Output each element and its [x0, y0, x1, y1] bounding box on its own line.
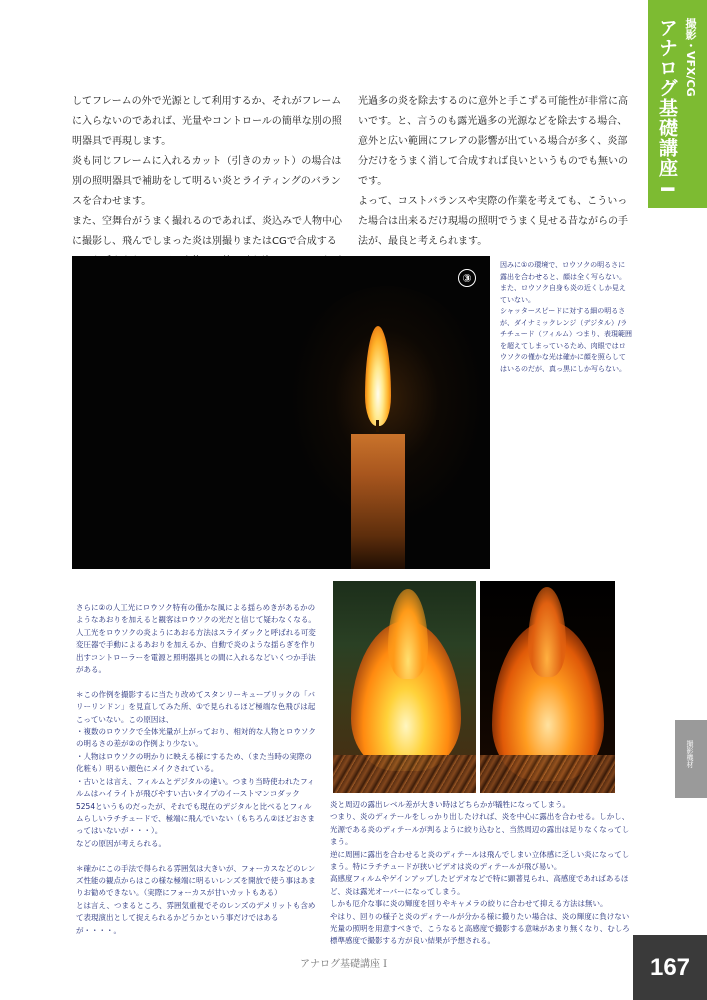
note-paragraph: 逆に周囲に露出を合わせると炎のディテールは飛んでしまい立体感に乏しい炎になってしまう。特にラチチュードが狭いビデオは炎のディテールが飛び易い。 — [330, 849, 630, 872]
note-paragraph: 高感度フィルムやゲインアップしたビデオなどで特に顕著見られ、高感度であればあるほど、炎は露光オーバーになってしまう。 — [330, 874, 629, 896]
note-paragraph: さらに②の人工光にロウソク特有の僅かな風による揺らめきがあるかのようなあおりを加えると観客はロウソクの光だと信じて疑わなくなる。人工光をロウソクの炎ようにあおる方法はスライダックと呼ばれる可変変圧器で手動によるあおりを加えるか、自動で炎のような揺らぎを作り出すコントローラーを電源と照明器具との間に入れるなどいくつか手法がある。 — [76, 603, 316, 675]
fire-logs — [480, 755, 615, 793]
note-paragraph: とは言え、つまるところ、雰囲気重視でそのレンズのデメリットも含めて表現演出として捉えられるかどうかという事だけではあるが・・・・。 — [76, 900, 316, 935]
photo-caption — [500, 260, 632, 375]
series-subtitle: 撮影・VFX/CG — [684, 18, 697, 97]
note-paragraph: つまり、炎のディテールをしっかり出したければ、炎を中心に露出を合わせる。しかし、光源である炎のディテールが判るように絞り込むと、当然周辺の露出は足りなくなってしまう。 — [330, 812, 630, 847]
fire-flame — [528, 587, 566, 677]
note-paragraph: 炎と周辺の露出レベル差が大きい時はどちらかが犠牲になってしまう。 — [330, 800, 570, 809]
note-paragraph: ・複数のロウソクで全体光量が上がっており、相対的な人物とロウソクの明るさの差が②の作例より少ない。 — [76, 727, 316, 749]
note-paragraph: しかも厄介な事に炎の輝度を回りやキャメラの絞りに合わせて抑える方法は無い。 — [330, 899, 608, 909]
candle-photo — [72, 256, 490, 569]
note-paragraph: ＊確かにこの手法で得られる雰囲気は大きいが、フォーカスなどのレンズ性能の観点からはこの様な極端に明るいレンズを開放で使う事はあまりお勧めできない。（実際にフォーカスが甘いカットもある） — [76, 863, 316, 898]
bonfire-photo-flame-exposure — [480, 581, 615, 793]
note-block-left — [76, 602, 316, 937]
body-column-left — [72, 92, 344, 272]
note-paragraph: ・古いとは言え、フィルムとデジタルの違い。つまり当時使われたフィルムはハイライトが飛びやすい古いタイプのイーストマンコダック5254というものだったが、それでも現在のデジタルと比べるとフィルムらしいラチチュードで、極端に飛んでいない（もちろん②ほどおさまってはいないが・・・）。 — [76, 776, 315, 836]
note-paragraph: ・人物はロウソクの明かりに映える様にするため、（また当時の実際の化粧も）明るい顔色にメイクされている。 — [76, 751, 312, 774]
series-title: アナログ基礎講座 I — [656, 18, 678, 194]
photo-number-badge: ③ — [458, 269, 476, 287]
note-paragraph: などの原因が考えられる。 — [76, 838, 166, 848]
fire-flame — [388, 589, 428, 679]
note-paragraph: ＊この作例を撮影するに当たり改めてスタンリーキューブリックの「バリーリンドン」を見直してみた所、①で見られるほど極端な色飛びは起こっていない。この原因は、 — [76, 689, 316, 724]
paragraph: 炎も同じフレームに入れるカット（引きのカット）の場合は別の照明器具で補助をして明るい炎とライティングのバランスを合わせます。 — [72, 156, 342, 207]
note-block-right — [330, 799, 630, 948]
body-column-right — [358, 92, 632, 252]
paragraph: 光過多の炎を除去するのに意外と手こずる可能性が非常に高いです。と、言うのも露光過多の光源などを除去する場合、意外と広い範囲にフレアの影響が出ている場合が多く、炎部分だけをうまく消して合成すれば良いというものでも無いのです。 — [358, 96, 628, 187]
series-header-tab — [648, 0, 707, 208]
caption-paragraph: シャッタースピードに対する細の明るさが、ダイナミックレンジ（デジタル）/ラチチュード（フィルム）つまり、表現範囲を超えてしまっているため、肉眼ではロウソクの僅かな光は確かに顔を照らしてはいるのだが、真っ黒にしか写らない。 — [500, 307, 632, 373]
paragraph: また、空舞台がうまく撮れるのであれば、炎込みで人物中心に撮影し、飛んでしまった炎は別撮りまたはCGで合成する — [72, 216, 342, 247]
bonfire-photo-ambient-exposure — [333, 581, 476, 793]
candle-body — [351, 434, 405, 569]
footer-title: アナログ基礎講座 I — [300, 959, 388, 970]
candle-wick — [376, 420, 379, 432]
paragraph: よって、コストバランスや実際の作業を考えても、こういった場合は出来るだけ現場の照明でうまく見せる昔ながらの手法が、最良と考えられます。 — [358, 196, 628, 247]
note-paragraph: やはり、回りの様子と炎のディテールが分かる様に撮りたい場合は、炎の輝度に負けない光量の照明を用意すべきで、こうなると高感度で撮影する意味があまり無くなり、むしろ標準感度で撮影する方が良い結果が予想される。 — [330, 911, 630, 946]
fire-logs — [333, 755, 476, 793]
caption-paragraph: 因みに①の環境で、ロウソクの明るさに露出を合わせると、顔は全く写らない。また、ロウソク自身も炎の近くしか見えていない。 — [500, 261, 626, 304]
section-tab — [675, 720, 707, 798]
paragraph: してフレームの外で光源として利用するか、それがフレームに入らないのであれば、光量やコントロールの簡単な別の照明器具で再現します。 — [72, 96, 342, 147]
section-tab-label: 撮影機材 — [686, 740, 694, 768]
page-number: 167 — [633, 935, 707, 1000]
